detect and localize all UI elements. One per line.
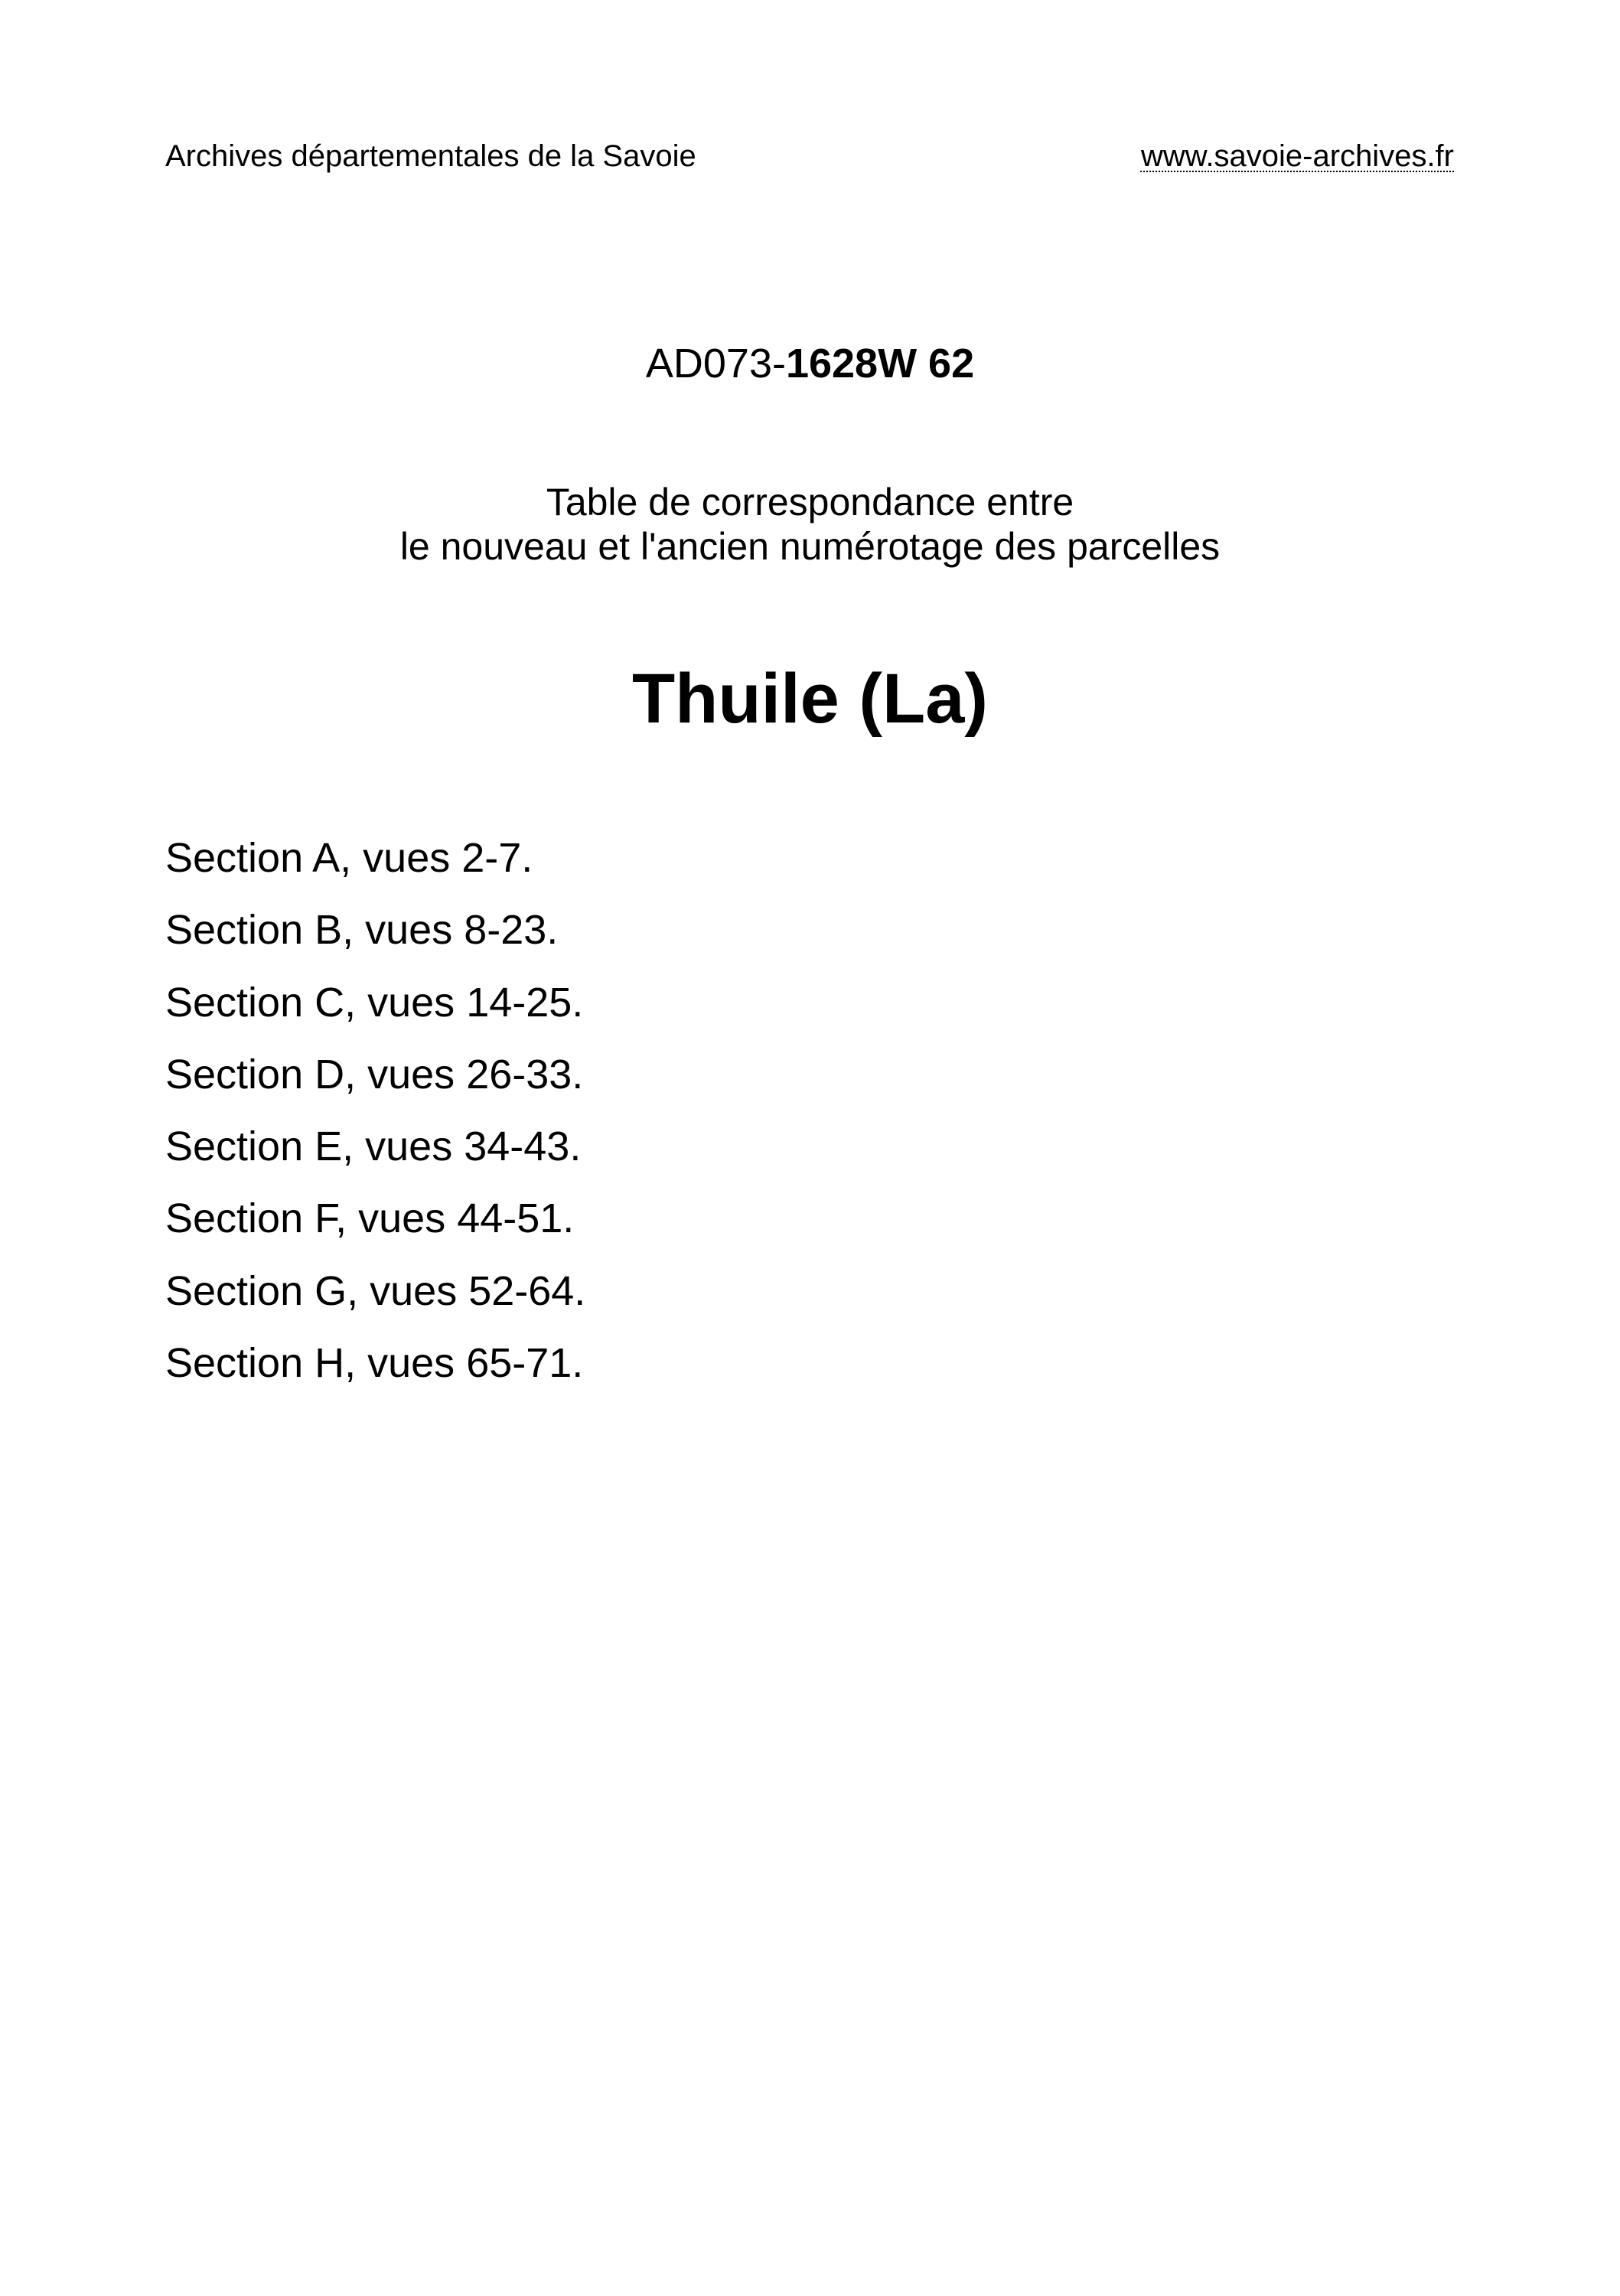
- section-item: Section F, vues 44-51.: [165, 1195, 575, 1242]
- website-link[interactable]: www.savoie-archives.fr: [1140, 139, 1454, 173]
- section-item: Section H, vues 65-71.: [165, 1340, 584, 1387]
- section-item: Section B, vues 8-23.: [165, 907, 559, 954]
- section-list: [165, 834, 585, 1411]
- reference-prefix: AD073-: [645, 341, 786, 386]
- document-subtitle: [0, 480, 1620, 569]
- section-item: Section G, vues 52-64.: [165, 1267, 586, 1314]
- section-item: Section D, vues 26-33.: [165, 1051, 584, 1097]
- subtitle-line-2: le nouveau et l'ancien numérotage des parcelles: [399, 525, 1221, 568]
- section-item: Section A, vues 2-7.: [165, 835, 533, 881]
- commune-title: Thuile (La): [631, 660, 989, 738]
- institution-name: Archives départementales de la Savoie: [165, 139, 696, 173]
- reference-number: 1628W 62: [785, 341, 975, 386]
- section-item: Section C, vues 14-25.: [165, 979, 584, 1026]
- document-reference: [0, 339, 1620, 388]
- subtitle-line-1: Table de correspondance entre: [546, 481, 1074, 523]
- section-item: Section E, vues 34-43.: [165, 1124, 582, 1170]
